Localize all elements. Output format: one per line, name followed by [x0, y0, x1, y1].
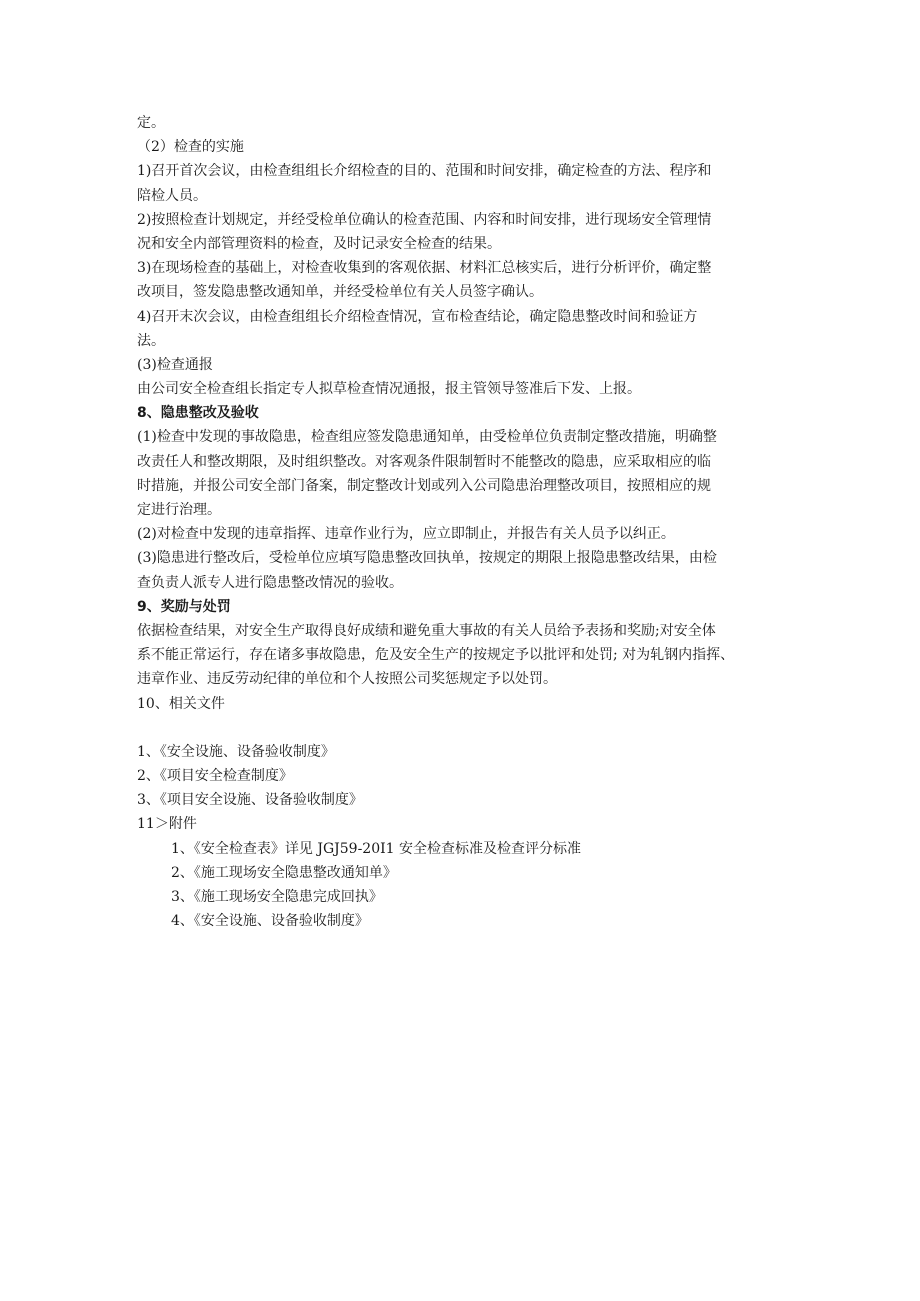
- section-title: 11＞附件: [137, 816, 197, 833]
- paragraph-line: 违章作业、违反劳动纪律的单位和个人按照公司奖惩规定予以处罚。: [137, 671, 557, 688]
- list-item: 4、《安全设施、设备验收制度》: [171, 913, 369, 930]
- section-heading: 8、隐患整改及验收: [137, 405, 259, 422]
- list-item: 3、《项目安全设施、设备验收制度》: [137, 792, 363, 809]
- section-heading: 9、奖励与处罚: [137, 598, 231, 615]
- paragraph-line: 4)召开末次会议，由检查组组长介绍检查情况，宣布检查结论，确定隐患整改时间和验证方: [137, 308, 698, 325]
- section-title: 10、相关文件: [137, 695, 225, 712]
- paragraph-line: 陪检人员。: [137, 187, 207, 204]
- paragraph-line: 定进行治理。: [137, 502, 221, 518]
- paragraph-line: 依据检查结果，对安全生产取得良好成绩和避免重大事故的有关人员给予表扬和奖励;对安全体: [137, 622, 716, 639]
- paragraph-line: 由公司安全检查组长指定专人拟草检查情况通报，报主管领导签准后下发、上报。: [137, 381, 641, 398]
- paragraph-line: 查负责人派专人进行隐患整改情况的验收。: [137, 574, 403, 591]
- paragraph-line: 3)在现场检查的基础上，对检查收集到的客观依据、材料汇总核实后，进行分析评价，确定整: [137, 260, 712, 277]
- paragraph-line: 时措施，并报公司安全部门备案，制定整改计划或列入公司隐患治理整改项目，按照相应的规: [137, 477, 711, 494]
- subsection-title: (3)检查通报: [137, 356, 213, 373]
- paragraph-line: 改责任人和整改期限，及时组织整改。对客观条件限制暂时不能整改的隐患，应采取相应的临: [137, 453, 711, 470]
- paragraph-line: 况和安全内部管理资料的检查，及时记录安全检查的结果。: [137, 235, 501, 252]
- list-item: 2、《施工现场安全隐患整改通知单》: [171, 864, 397, 881]
- paragraph-line: 改项目，签发隐患整改通知单，并经受检单位有关人员签字确认。: [137, 284, 543, 301]
- list-item: 2、《项目安全检查制度》: [137, 768, 293, 785]
- paragraph-line: 2)按照检查计划规定，并经受检单位确认的检查范围、内容和时间安排，进行现场安全管理情: [137, 211, 712, 228]
- paragraph-line: 1)召开首次会议，由检查组组长介绍检查的目的、范围和时间安排，确定检查的方法、程序和: [137, 163, 712, 180]
- list-item: 1、《安全检查表》详见 JGJ59-20I1 安全检查标准及检查评分标准: [171, 840, 582, 857]
- paragraph-line: (1)检查中发现的事故隐患，检查组应签发隐患通知单，由受检单位负责制定整改措施，明确整: [137, 429, 717, 446]
- list-item: 3、《施工现场安全隐患完成回执》: [171, 889, 383, 905]
- list-item: 1、《安全设施、设备验收制度》: [137, 743, 335, 760]
- paragraph-line: (3)隐患进行整改后，受检单位应填写隐患整改回执单，按规定的期限上报隐患整改结果，由检: [137, 550, 717, 567]
- paragraph-line: 定。: [137, 115, 165, 131]
- blank-line: [137, 716, 787, 740]
- paragraph-line: 系不能正常运行，存在诸多事故隐患，危及安全生产的按规定予以批评和处罚; 对为轧钢内指挥、: [137, 647, 735, 664]
- document-page: [137, 111, 787, 933]
- subsection-title: （2）检查的实施: [137, 139, 244, 156]
- paragraph-line: (2)对检查中发现的违章指挥、违章作业行为，应立即制止，并报告有关人员予以纠正。: [137, 526, 675, 543]
- paragraph-line: 法。: [137, 332, 165, 349]
